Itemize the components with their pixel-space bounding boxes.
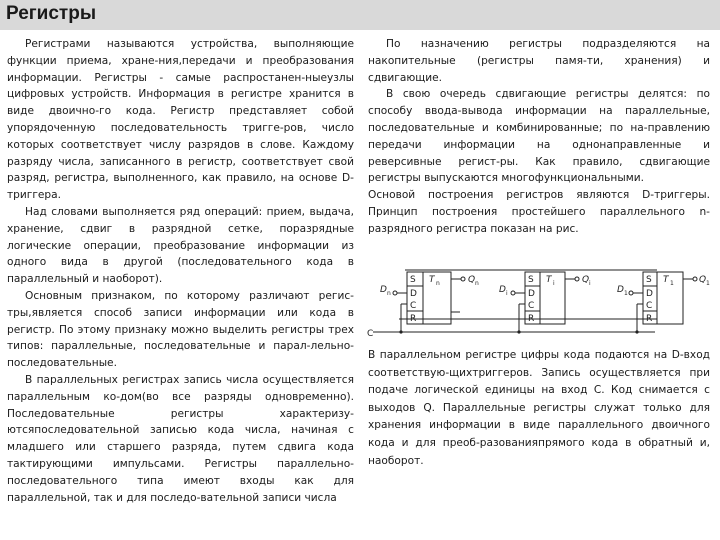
page-title: Регистры xyxy=(6,3,97,24)
trigger-i-output: Q xyxy=(582,275,590,285)
trigger-1-input: D xyxy=(617,285,624,295)
trigger-1-output: Q xyxy=(699,275,707,285)
trigger-n-output-sub: n xyxy=(475,280,479,287)
trigger-1-sub: 1 xyxy=(670,280,674,287)
trigger-i-input: D xyxy=(499,285,506,295)
register-circuit-diagram xyxy=(365,262,715,342)
trigger-i-output-sub: i xyxy=(589,280,591,287)
left-paragraph-2: Над словами выполняется ряд операций: прием, выдача, хранение, сдвиг в разрядной сетке, поразрядные логические операции, преобразование информации из одного вида в другой (последовательного кода в параллельный и наоборот). xyxy=(7,205,354,286)
trigger-1-label: T xyxy=(663,275,669,285)
left-paragraph-1: Регистрами называются устройства, выполняющие функции приема, хране-ния,передачи и преобразования информации. Регистры - самые распростанен-ныеузлы цифровых устройств. Информация в регистре хранится в виде двоично-го кода. Регистр представляет собой упорядоченную последовательность тригге-ров, число которых соответствует числу разрядов в слове. Каждому разряду числа, записанного в регистр, соответствует свой разряд, регистра, выполненного, как правило, на основе D-триггера. xyxy=(7,38,354,202)
trigger-1-input-sub: 1 xyxy=(624,290,628,297)
trigger-1-pin-c: C xyxy=(646,301,653,311)
trigger-i-pin-s: S xyxy=(528,275,534,285)
trigger-n-pin-d: D xyxy=(410,289,417,299)
right-column-bottom xyxy=(368,347,710,470)
trigger-n-label: T xyxy=(429,275,435,285)
trigger-n-pin-r: R xyxy=(410,314,417,324)
trigger-i-pin-d: D xyxy=(528,289,535,299)
left-column xyxy=(7,36,354,506)
trigger-i-label: T xyxy=(546,275,552,285)
trigger-n-pin-c: C xyxy=(410,301,417,311)
trigger-n-input: D xyxy=(380,285,387,295)
right-column-top xyxy=(368,36,710,238)
trigger-n-sub: n xyxy=(436,280,440,287)
trigger-1-pin-d: D xyxy=(646,289,653,299)
right-paragraph-1: По назначению регистры подразделяются на накопительные (регистры памя-ти, хранения) и сдвигающие. xyxy=(368,38,710,84)
trigger-n-output: Q xyxy=(468,275,476,285)
left-paragraph-3: Основным признаком, по которому различают регис-тры,является способ записи информации или кода в регистр. По этому признаку можно выделить регистры трех типов: параллельные, последовательные и парал-лельно-последовательные. xyxy=(7,289,354,370)
clock-label: C xyxy=(367,329,374,339)
trigger-n-pin-s: S xyxy=(410,275,416,285)
trigger-n-input-sub: n xyxy=(387,290,391,297)
right-paragraph-3: Основой построения регистров являются D-триггеры. Принцип построения простейшего параллельного n-разрядного регистра показан на рис. xyxy=(368,189,710,235)
trigger-i-pin-r: R xyxy=(528,314,535,324)
trigger-i-sub: i xyxy=(553,280,555,287)
trigger-1-pin-r: R xyxy=(646,314,653,324)
title-bar xyxy=(0,0,720,30)
right-paragraph-2: В свою очередь сдвигающие регистры делятся: по способу ввода-вывода информации на параллельные, последовательные и комбинированные; по на-правлению передачи информации на однонаправленные и реверсивные регист-ры. Как правило, сдвигающие регистры выпускаются многофункциональными. xyxy=(368,88,710,185)
trigger-i-pin-c: C xyxy=(528,301,535,311)
right-paragraph-4: В параллельном регистре цифры кода подаются на D-вход соответствую-щихтриггеров. Запись осуществляется при подаче логической единицы на вход C. Код снимается с выходов Q. Параллельные регистры служат только для хранения информации в виде параллельного двоичного кода и для преоб-разованияпрямого кода в обратный и, наоборот. xyxy=(368,349,710,467)
trigger-1-pin-s: S xyxy=(646,275,652,285)
trigger-1-output-sub: 1 xyxy=(706,280,710,287)
trigger-i-input-sub: i xyxy=(506,290,508,297)
left-paragraph-4: В параллельных регистрах запись числа осуществляется параллельным ко-дом(во все разряды одновременно). Последовательные регистры характеризу-ютсяпоследовательной записью кода числа, начиная с младшего или старшего разряда, путем сдвига кода тактирующими импульсами. Регистры параллельно-последовательного типа имеют входы как для параллельной, так и для последо-вательной записи числа xyxy=(7,373,354,504)
